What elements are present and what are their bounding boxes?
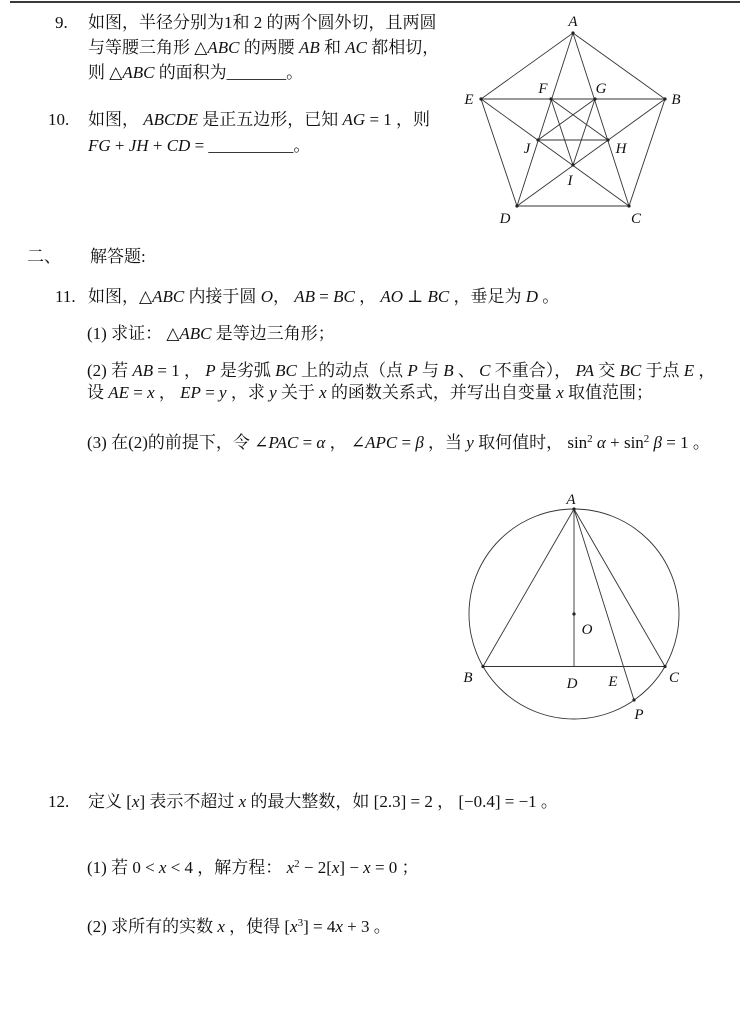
problem-12-number: 12. [48,792,70,811]
problem-10-number: 10. [48,110,70,129]
triangle-and-cevians [483,509,665,700]
problem-11-item-3: (3) 在(2)的前提下，令 ∠PAC = α ， ∠APC = β ，当 y 取何值时， $\sin^2 \alpha + \sin^2 \beta = 1$ 。 [87,433,710,452]
circle-figure [448,485,728,735]
point-label-O: O [581,622,593,638]
problem-9-line-1: 如图，半径分别为1和 2 的两个圆外切，且两圆 [88,13,437,32]
pentagon-vertex-dots [479,31,666,207]
point-label-I: I [567,173,573,189]
point-label-F: F [538,81,548,97]
problem-11-item-2-line-2: 设 AE = x ， EP = y ，求 y 关于 x 的函数关系式，并写出自变量 x 取值范围； [87,383,653,402]
point-label-E: E [464,92,474,108]
point-label-D: D [499,211,511,227]
point-label-A: A [566,492,576,508]
problem-11-intro: 如图，△ABC 内接于圆 O， AB = BC ， AO ⊥ BC ，垂足为 D 。 [88,287,560,306]
section-number: 二、 [27,247,61,266]
point-label-P: P [634,707,644,723]
point-label-J: J [523,141,531,157]
point-label-D: D [566,676,578,692]
point-label-G: G [595,81,607,97]
top-horizontal-rule [10,1,740,3]
point-label-E: E [608,674,618,690]
problem-12-item-1: (1) 若 0 < x < 4 ，解方程： $x^2 - 2[x] - x = 0$ ； [87,858,419,877]
problem-9-line-2: 与等腰三角形 △ABC 的两腰 AB 和 AC 都相切， [88,38,440,57]
point-label-A: A [568,14,578,30]
problem-9-number: 9. [55,13,68,32]
point-label-C: C [630,211,642,227]
problem-9-line-3: 则 △ABC 的面积为_______。 [88,63,304,82]
problem-10-line-2: FG + JH + CD = __________。 [88,136,311,155]
section-title: 解答题: [90,247,146,266]
problem-11-item-1: (1) 求证： △ABC 是等边三角形； [87,324,335,343]
pentagon-figure [448,8,740,233]
problem-12-intro: 定义 [x] 表示不超过 x 的最大整数，如 [2.3] = 2 ， [−0.4] = −1 。 [88,792,558,811]
problem-12-item-2: (2) 求所有的实数 x ，使得 $[x^3] = 4x + 3$ 。 [87,917,391,936]
problem-10-line-1: 如图， ABCDE 是正五边形，已知 AG = 1 ，则 [88,110,431,129]
point-label-B: B [463,670,473,686]
point-label-C: C [668,670,680,686]
problem-11-number: 11. [55,287,76,306]
point-label-H: H [615,141,627,157]
problem-11-item-2-line-1: (2) 若 AB = 1 ， P 是劣弧 BC 上的动点（点 P 与 B 、 C 不重合）， PA 交 BC 于点 E ， [87,361,716,380]
point-label-B: B [671,92,681,108]
